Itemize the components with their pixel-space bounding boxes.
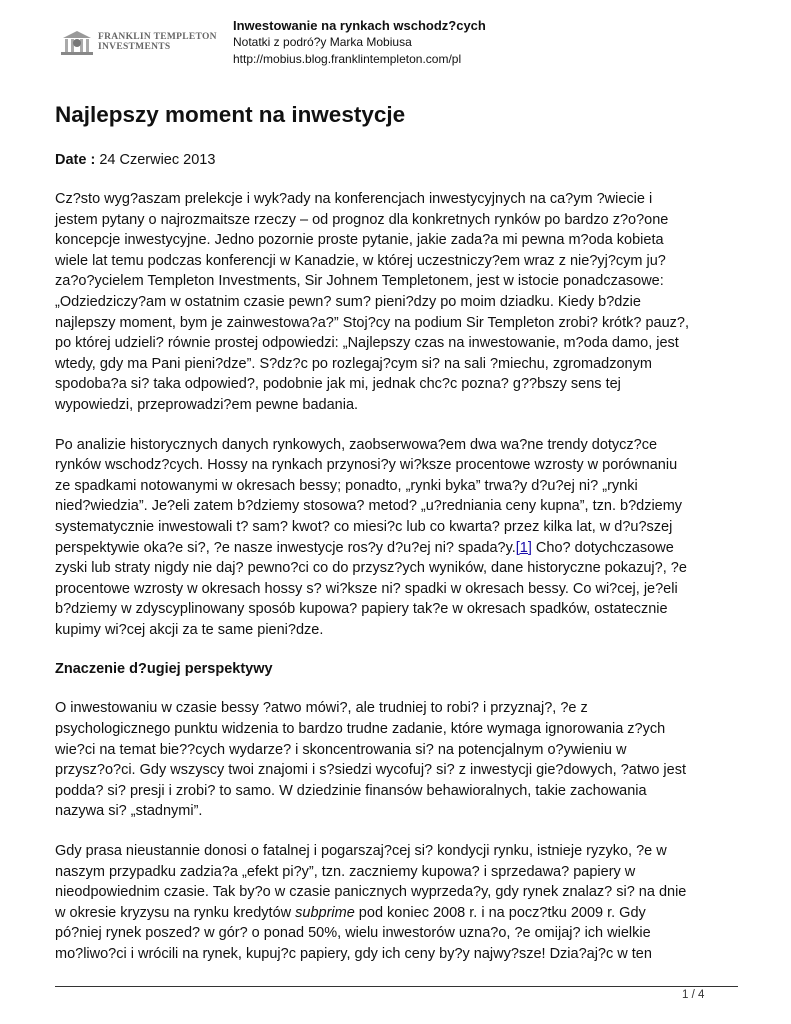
- paragraph-1: Cz?sto wyg?aszam prelekcje i wyk?ady na konferencjach inwestycyjnych na ca?ym ?wiecie i jestem pytany o najrozmaitsze rzeczy – od prognoz dla konkretnych rynków po bardzo z?o?one koncepcje inwestycyjne. Jedno pozornie proste pytanie, jakie zada?a mi pewna m?oda kobieta wiele lat temu podczas konferencji w Kanadzie, w której uczestniczy?em wraz z nie?yj?cym ju? za?o?ycielem Templeton Investments, Sir Johnem Templetonem, jest w istocie ponadczasowe: „Odziedziczy?am w ostatnim czasie pewn? sum? pieni?dzy po moim dziadku. Kiedy b?dzie najlepszy moment, bym je zainwestowa?a?” Stoj?cy na podium Sir Templeton zrobi? krótk? pauz?, po której udzieli? równie prostej odpowiedzi: „Najlepszy czas na inwestowanie, m?oda damo, jest wtedy, gdy ma Pani pieni?dze”. S?dz?c po rozlegaj?cym si? na sali ?miechu, zgromadzonym spodoba?a si? taka odpowied?, podobnie jak mi, jednak chc?c pozna? g??bszy sens tej wypowiedzi, przeprowadzi?em pewne badania.: [55, 191, 690, 413]
- date-label: Date :: [55, 152, 96, 168]
- article-body: [55, 100, 745, 984]
- header-title: Inwestowanie na rynkach wschodz?cych: [233, 18, 486, 33]
- paragraph-4: Gdy prasa nieustannie donosi o fatalnej i pogarszaj?cej si? kondycji rynku, istnieje ryzyko, ?e w naszym przypadku zadzia?a „efekt pi?y”, tzn. zaczniemy kupowa? i sprzedawa? papiery w nieodpowiednim czasie. Tak by?o w czasie panicznych wyprzeda?y, gdy rynek znalaz? si? na dnie w okresie kryzysu na rynku kredytów subprime pod koniec 2008 r. i na pocz?tku 2009 r. Gdy pó?niej rynek poszed? w gór? o ponad 50%, wielu inwestorów uzna?o, ?e omijaj? ich wielkie mo?liwo?ci i wrócili na rynek, kupuj?c papiery, gdy ich ceny by?y najwy?sze! Dzia?aj?c w ten: [55, 843, 687, 962]
- page-header: [0, 0, 791, 80]
- logo-line-2: INVESTMENTS: [98, 42, 171, 52]
- logo-emblem-icon: [60, 30, 94, 56]
- header-url[interactable]: http://mobius.blog.franklintempleton.com/pl: [233, 52, 462, 66]
- paragraph-3: O inwestowaniu w czasie bessy ?atwo mówi?, ale trudniej to robi? i przyznaj?, ?e z psychologicznego punktu widzenia to bardzo trudne zadanie, które wymaga ignorowania z?ych wie?ci na temat bie??cych wydarze? i skoncentrowania si? na potencjalnym o?ywieniu w przysz?o?ci. Gdy wszyscy twoi znajomi i s?siedzi wycofuj? si? z inwestycji gie?dowych, ?atwo jest podda? si? presji i zrobi? to samo. W dziedzinie finansów behawioralnych, takie zachowania nazywa si? „stadnymi”.: [55, 700, 686, 820]
- article-title: Najlepszy moment na inwestycje: [55, 102, 406, 127]
- logo-line-1: FRANKLIN TEMPLETON: [98, 32, 217, 42]
- date-value: 24 Czerwiec 2013: [99, 152, 216, 168]
- page-number: 1 / 4: [682, 989, 705, 1001]
- emphasis-subprime: subprime: [295, 904, 355, 921]
- franklin-templeton-logo: [60, 30, 217, 56]
- article-date: [55, 150, 745, 170]
- footer-divider: [55, 986, 738, 987]
- header-subtitle: Notatki z podró?y Marka Mobiusa: [233, 35, 412, 49]
- footnote-link-1[interactable]: [1]: [515, 539, 532, 556]
- section-heading: Znaczenie d?ugiej perspektywy: [55, 661, 273, 678]
- paragraph-2: Po analizie historycznych danych rynkowych, zaobserwowa?em dwa wa?ne trendy dotycz?ce rynków wschodz?cych. Hossy na rynkach przynosi?y wi?ksze procentowe wzrosty w porównaniu ze spadkami notowanymi w okresach bessy; ponadto, „rynki byka” trwa?y d?u?ej ni? „rynki nied?wiedzia”. Je?eli zatem b?dziemy stosowa? metod? „u?redniania ceny kupna”, tzn. b?dziemy systematycznie inwestowali t? sam? kwot? co miesi?c lub co kwarta? przez kilka lat, w d?u?szej perspektywie oka?e si?, ?e nasze inwestycje ros?y d?u?ej ni? spada?y.[1] Cho? dotychczasowe zyski lub straty nigdy nie daj? pewno?ci co do przysz?ych wyników, dane historyczne pokazuj?, ?e procentowe wzrosty w okresach hossy s? wi?ksze ni? spadki w okresach bessy. Co wi?cej, je?eli b?dziemy w zdyscyplinowany sposób kupowa? papiery tak?e w okresach spadków, ostatecznie kupimy wi?cej akcji za te same pieni?dze.: [55, 436, 687, 638]
